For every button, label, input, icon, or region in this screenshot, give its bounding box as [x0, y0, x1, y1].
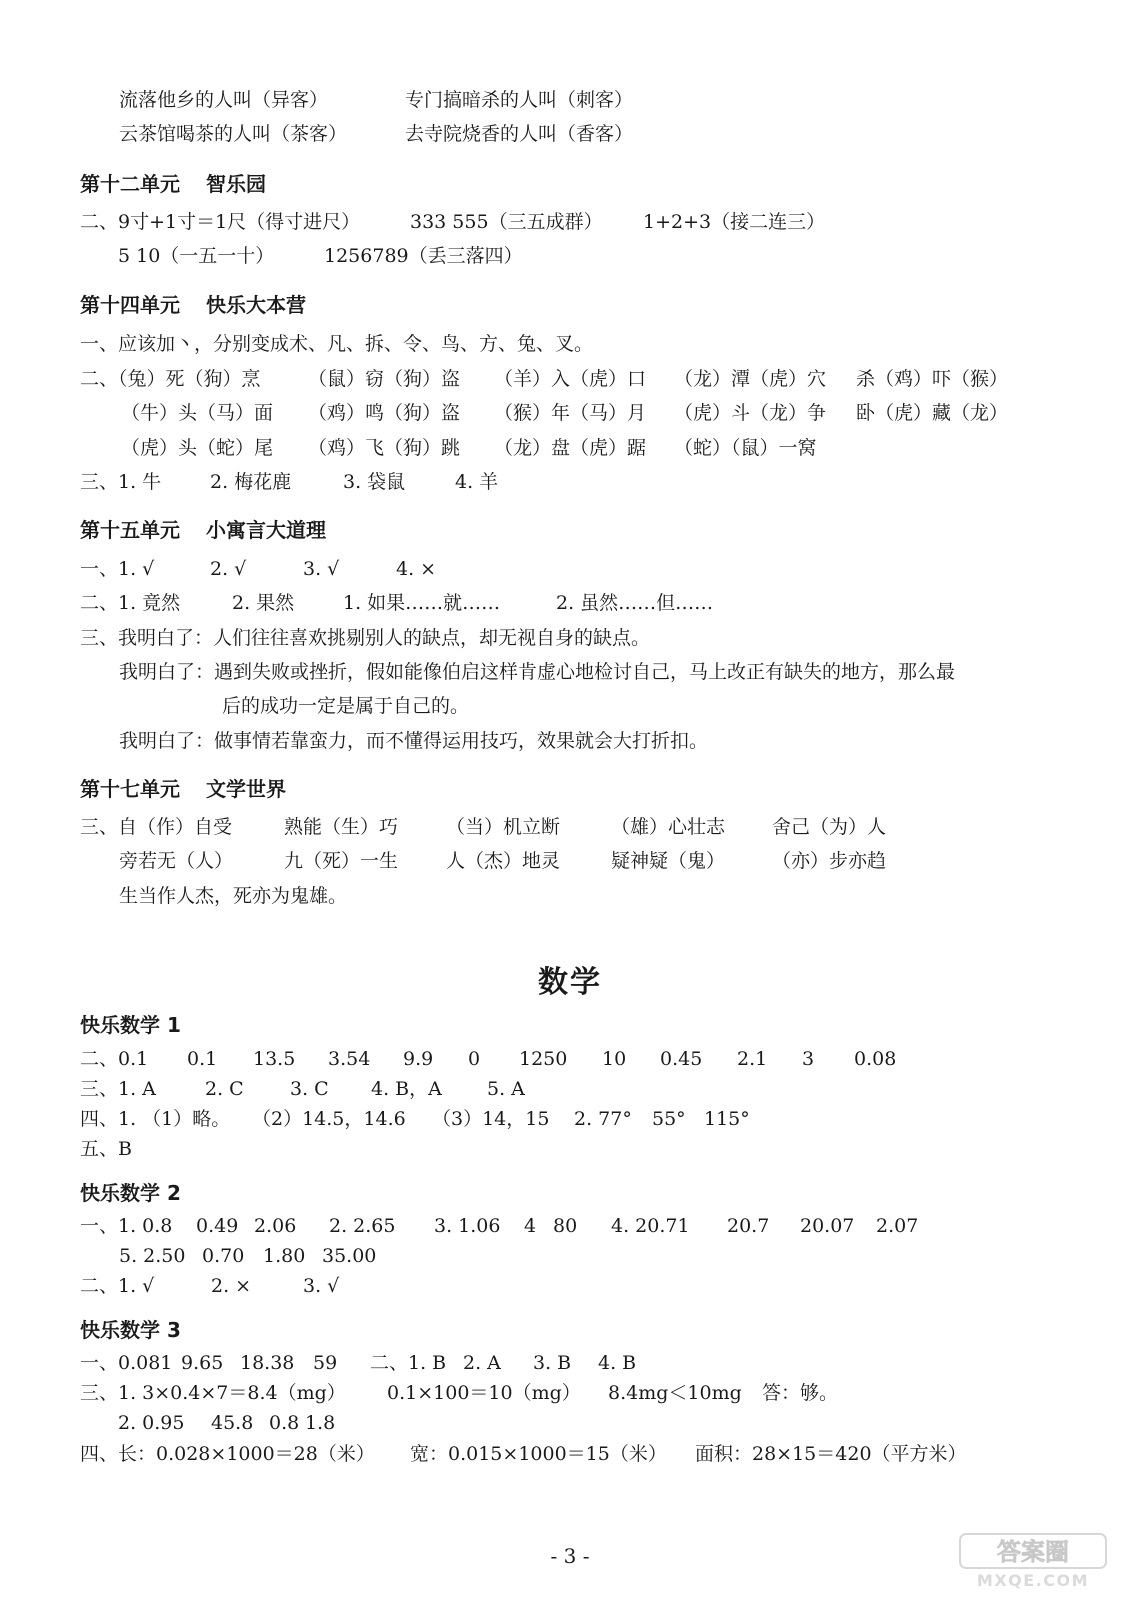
unit15-line-3 [80, 625, 650, 651]
answer-item: 一、1. 0.8 [80, 1215, 173, 1237]
answer-item: 4. B，A [371, 1078, 442, 1100]
answer-text: 一、应该加丶，分别变成术、凡、拆、令、鸟、方、兔、叉。 [80, 333, 594, 355]
answer-item: 59 [313, 1352, 338, 1374]
answer-item: 3. 袋鼠 [343, 471, 406, 493]
unit-name: 小寓言大道理 [206, 518, 326, 542]
unit-name: 快乐大本营 [206, 293, 306, 317]
math-s3-heading: 快乐数学 3 [80, 1318, 181, 1342]
answer-item: 1.8 [305, 1412, 336, 1434]
idiom-item: 杀（鸡）吓（猴） [856, 368, 1009, 390]
answer-item: 0.1×100＝10（mg） [387, 1382, 581, 1404]
answer-item: 四、1. （1）略。 [80, 1108, 231, 1130]
unit-name: 文学世界 [206, 777, 286, 801]
intro-item: 去寺院烧香的人叫（香客） [405, 123, 634, 145]
answer-item: 20.7 [727, 1215, 770, 1237]
math-s2-heading: 快乐数学 2 [80, 1181, 181, 1205]
answer-item: 20.07 [800, 1215, 855, 1237]
math-title: 数学 [538, 965, 602, 1000]
answer-item: 2.1 [737, 1048, 768, 1070]
answer-item: 2. √ [210, 558, 247, 580]
answer-item: 333 555（三五成群） [410, 211, 603, 233]
idiom-item: （虎）斗（龙）争 [674, 402, 827, 424]
answer-item: 3.54 [328, 1048, 371, 1070]
unit17-line-3 [119, 883, 347, 909]
answer-item: 2. 0.95 [118, 1412, 185, 1434]
answer-item: 0 [468, 1048, 481, 1070]
answer-item: 9.65 [181, 1352, 224, 1374]
answer-item: 1.80 [263, 1245, 306, 1267]
answer-item: 宽：0.015×1000＝15（米） [410, 1443, 667, 1465]
answer-item: 二、1. √ [80, 1275, 155, 1297]
answer-text: 我明白了：做事情若靠蛮力，而不懂得运用技巧，效果就会大打折扣。 [119, 730, 709, 752]
answer-item: 3. 1.06 [434, 1215, 501, 1237]
intro-item: 专门搞暗杀的人叫（刺客） [405, 89, 634, 111]
idiom-item: （羊）入（虎）口 [494, 368, 647, 390]
answer-item: 二、9寸+1寸＝1尺（得寸进尺） [80, 211, 361, 233]
unit15-line-4 [119, 659, 955, 685]
idiom-item: 人（杰）地灵 [446, 850, 561, 872]
answer-item: 2.06 [254, 1215, 297, 1237]
answer-item: 13.5 [253, 1048, 296, 1070]
answer-item: 0.08 [854, 1048, 897, 1070]
math-s1-line-4 [80, 1136, 132, 1162]
idiom-item: （当）机立断 [446, 816, 561, 838]
answer-item: 3. √ [303, 558, 340, 580]
unit15-line-5 [222, 693, 469, 719]
intro-item: 流落他乡的人叫（异客） [119, 89, 329, 111]
unit15-line-6 [119, 728, 708, 754]
answer-item: 2. 虽然……但…… [556, 592, 714, 614]
answer-item: 二、0.1 [80, 1048, 149, 1070]
answer-item: 三、1. 牛 [80, 471, 162, 493]
answer-item: 9.9 [403, 1048, 434, 1070]
answer-item: 45.8 [211, 1412, 254, 1434]
idiom-item: 九（死）一生 [284, 850, 399, 872]
math-s1-heading: 快乐数学 1 [80, 1013, 181, 1037]
answer-item: 2. × [211, 1275, 252, 1297]
unit14-line-1 [80, 331, 593, 357]
idiom-item: 疑神疑（鬼） [611, 850, 726, 872]
answer-text: 生当作人杰，死亦为鬼雄。 [119, 885, 348, 907]
answer-item: 1+2+3（接二连三） [643, 211, 826, 233]
idiom-item: （牛）头（马）面 [121, 402, 274, 424]
idiom-item: （猴）年（马）月 [494, 402, 647, 424]
answer-item: 面积：28×15＝420（平方米） [695, 1443, 967, 1465]
watermark-bottom-text: MXQE.COM [976, 1571, 1090, 1590]
unit-number: 第十四单元 [80, 293, 180, 317]
answer-item: 0.70 [202, 1245, 245, 1267]
answer-item: 115° [704, 1108, 750, 1130]
unit17-heading [80, 776, 286, 802]
answer-item: 2. 梅花鹿 [210, 471, 292, 493]
answer-item: 5. A [487, 1078, 525, 1100]
answer-item: 4. 20.71 [611, 1215, 690, 1237]
answer-item: （3）14，15 [432, 1108, 550, 1130]
answer-item: （2）14.5，14.6 [252, 1108, 406, 1130]
answer-item: 0.45 [660, 1048, 703, 1070]
idiom-item: 三、自（作）自受 [80, 816, 233, 838]
answer-item: 80 [553, 1215, 578, 1237]
answer-item: 0.8 [269, 1412, 300, 1434]
answer-item: 10 [602, 1048, 627, 1070]
idiom-item: （鸡）鸣（狗）盗 [308, 402, 461, 424]
answer-item: 18.38 [240, 1352, 295, 1374]
answer-item: 5. 2.50 [119, 1245, 186, 1267]
answer-text: 五、B [80, 1138, 132, 1160]
answer-item: 55° [652, 1108, 686, 1130]
page-number: - 3 - [550, 1544, 590, 1568]
answer-item: 3 [802, 1048, 815, 1070]
answer-item: 3. C [290, 1078, 329, 1100]
unit-number: 第十七单元 [80, 777, 180, 801]
answer-item: 8.4mg＜10mg [608, 1382, 742, 1404]
answer-text: 我明白了：遇到失败或挫折，假如能像伯启这样肯虚心地检讨自己，马上改正有缺失的地方，那么最 [119, 661, 956, 683]
answer-item: 2. 77° [574, 1108, 632, 1130]
answer-item: 三、1. 3×0.4×7＝8.4（mg） [80, 1382, 346, 1404]
answer-item: 0.49 [196, 1215, 239, 1237]
answer-text: 三、我明白了：人们往往喜欢挑剔别人的缺点，却无视自身的缺点。 [80, 627, 651, 649]
unit-name: 智乐园 [206, 172, 266, 196]
idiom-item: 旁若无（人） [119, 850, 234, 872]
idiom-item: （亦）步亦趋 [772, 850, 887, 872]
answer-item: 2. C [205, 1078, 244, 1100]
idiom-item: （龙）潭（虎）穴 [674, 368, 827, 390]
unit12-heading [80, 171, 266, 197]
answer-item: 四、长：0.028×1000＝28（米） [80, 1443, 375, 1465]
answer-item: 二、1. 竟然 [80, 592, 181, 614]
answer-item: 4. × [396, 558, 437, 580]
idiom-item: （虎）头（蛇）尾 [121, 437, 274, 459]
answer-item: 5 10（一五一十） [118, 245, 275, 267]
answer-item: 一、1. √ [80, 558, 155, 580]
answer-item: 0.1 [187, 1048, 218, 1070]
answer-item: 4. 羊 [455, 471, 499, 493]
answer-item: 35.00 [322, 1245, 377, 1267]
answer-item: 2.07 [876, 1215, 919, 1237]
answer-item: 3. B [533, 1352, 572, 1374]
watermark-logo [958, 1532, 1108, 1590]
idiom-item: 舍己（为）人 [772, 816, 887, 838]
answer-item: 2. 2.65 [329, 1215, 396, 1237]
idiom-item: （雄）心壮志 [611, 816, 726, 838]
answer-item: 4 [524, 1215, 537, 1237]
answer-item: 2. A [463, 1352, 501, 1374]
answer-item: 4. B [598, 1352, 637, 1374]
unit14-heading [80, 292, 306, 318]
answer-text: 后的成功一定是属于自己的。 [222, 695, 470, 717]
answer-item: 答：够。 [762, 1382, 839, 1404]
unit-number: 第十二单元 [80, 172, 180, 196]
watermark-top-text: 答案圈 [997, 1538, 1069, 1566]
idiom-item: （蛇）（鼠）一窝 [674, 437, 817, 459]
idiom-item: （鼠）窃（狗）盗 [308, 368, 461, 390]
answer-item: 1250 [519, 1048, 568, 1070]
answer-item: 1256789（丢三落四） [324, 245, 523, 267]
answer-item: 1. 如果……就…… [343, 592, 501, 614]
idiom-item: （鸡）飞（狗）跳 [308, 437, 461, 459]
idiom-item: 卧（虎）藏（龙） [856, 402, 1009, 424]
answer-item: 三、1. A [80, 1078, 156, 1100]
answer-item: 一、0.081 [80, 1352, 173, 1374]
idiom-item: 二、（兔）死（狗）烹 [80, 368, 261, 390]
idiom-item: （龙）盘（虎）踞 [494, 437, 647, 459]
idiom-item: 熟能（生）巧 [284, 816, 399, 838]
answer-item: 二、1. B [370, 1352, 447, 1374]
intro-item: 云茶馆喝茶的人叫（茶客） [119, 123, 348, 145]
unit-number: 第十五单元 [80, 518, 180, 542]
unit15-heading [80, 517, 326, 543]
answer-item: 2. 果然 [232, 592, 295, 614]
answer-item: 3. √ [303, 1275, 340, 1297]
